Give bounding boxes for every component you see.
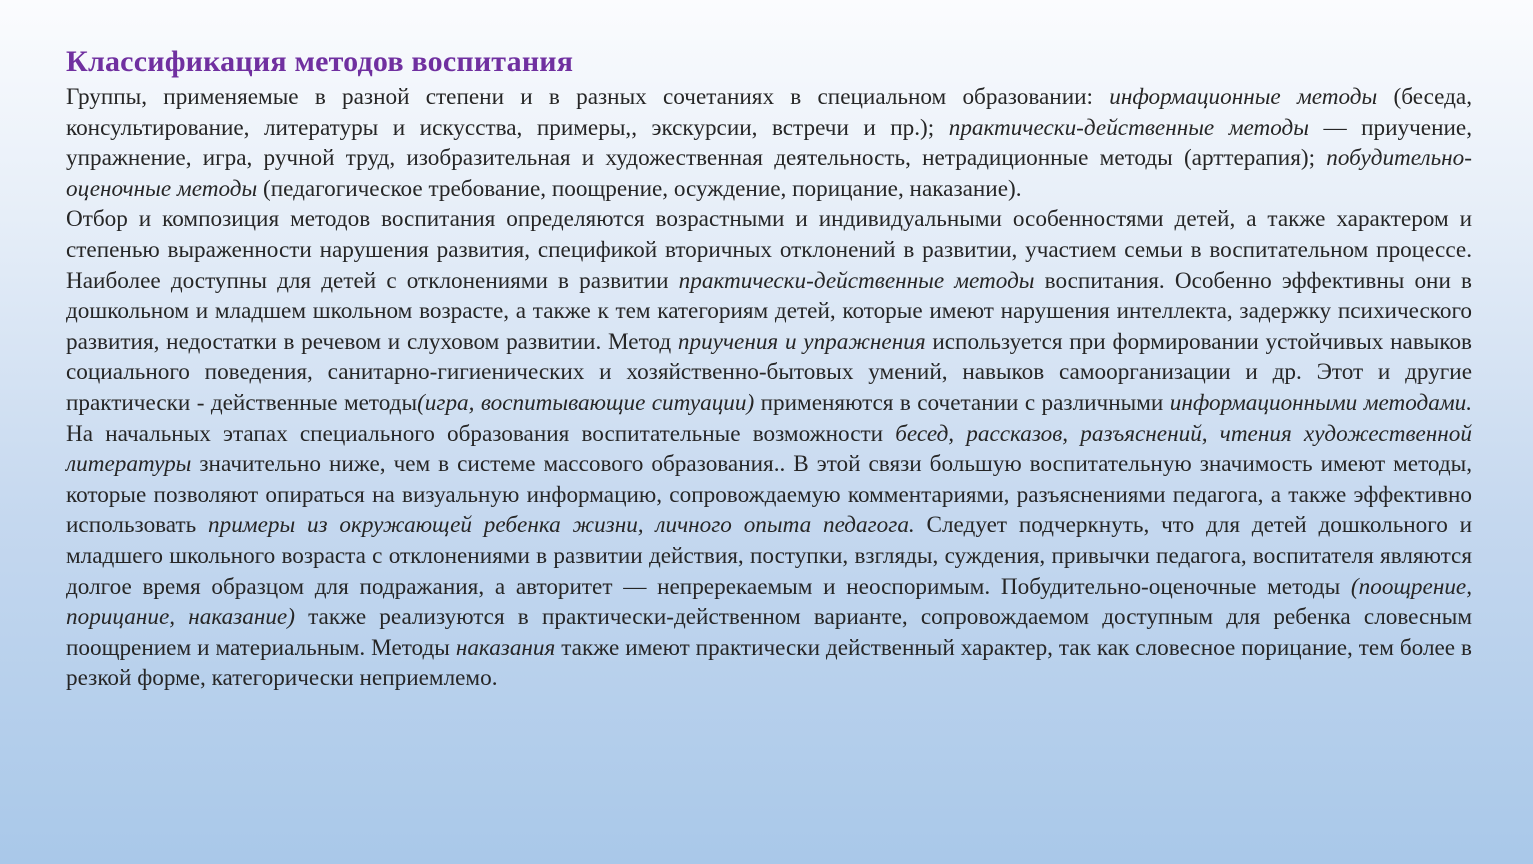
text-span: также имеют практически действенный характер, так как словесное порицание, тем более в резкой форме, категорически неприемлемо. [66, 634, 1472, 692]
italic-term: бесед, рассказов, разъяснений, чтения художественной литературы [66, 420, 1472, 478]
paragraph-method-selection [66, 204, 1472, 694]
text-span: (педагогическое требование, поощрение, осуждение, порицание, наказание). [257, 175, 1022, 202]
italic-term: информационные методы [1109, 84, 1378, 110]
italic-term: практически-действенные методы [948, 114, 1309, 141]
italic-term: побудительно-оценочные методы [66, 145, 1472, 202]
text-span: Следует подчеркнуть, что для детей дошкольного и младшего школьного возраста с отклонениями в развитии действия, поступки, взгляды, суждения, привычки педагога, воспитателя являются долгое время образцом для подражания, а авторитет — непререкаемым и неоспоримым. Побудительно-оценочные методы [66, 512, 1473, 600]
text-span: применяются в сочетании с различными [754, 389, 1170, 416]
text-span: Группы, применяемые в разной степени и в разных сочетаниях в специальном образовании: [66, 84, 1110, 110]
italic-term: (игра, воспитывающие ситуации) [417, 389, 755, 416]
italic-term: практически-действенные методы [678, 267, 1035, 294]
italic-term: приучения и упражнения [677, 328, 926, 355]
italic-term: наказания [455, 634, 556, 661]
text-span: используется при формировании устойчивых навыков социального поведения, санитарно-гигиенических и хозяйственно-бытовых умений, навыков самоорганизации и др. Этот и другие практически - действенные методы [66, 328, 1472, 416]
paragraph-method-groups [66, 82, 1472, 204]
text-span: также реализуются в практически-действенном варианте, сопровождаемом доступным для ребенка словесным поощрением и материальным. Методы [66, 604, 1472, 661]
text-span: (беседа, консультирование, литературы и искусства, примеры,, экскурсии, встречи и пр.); [66, 84, 1473, 141]
italic-term: информационными методами. [1169, 389, 1473, 416]
italic-term: (поощрение, порицание, наказание) [66, 573, 1472, 631]
text-span: — приучение, упражнение, игра, ручной труд, изобразительная и художественная деятельность, нетрадиционные методы (арттерапия); [66, 114, 1473, 172]
text-span: Отбор и композиция методов воспитания определяются возрастными и индивидуальными особенностями детей, а также характером и степенью выраженности нарушения развития, спецификой вторичных отклонений в развитии, участием семьи в воспитательном процессе. Наиболее доступны для детей с отклонениями в развитии [66, 206, 1472, 294]
text-span: На начальных этапах специального образования воспитательные возможности [66, 420, 896, 447]
text-span: значительно ниже, чем в системе массового образования.. В этой связи большую воспитательную значимость имеют методы, которые позволяют опираться на визуальную информацию, сопровождаемую комментариями, разъяснениями педагога, а также эффективно использовать [66, 451, 1472, 539]
slide-title: Классификация методов воспитания [66, 45, 574, 78]
italic-term: примеры из окружающей ребенка жизни, личного опыта педагога. [208, 512, 915, 539]
text-span: воспитания. Особенно эффективны они в дошкольном и младшем школьном возрасте, а также к тем категориям детей, которые имеют нарушения интеллекта, задержку психического развития, недостатки в речевом и слуховом развитии. Метод [66, 267, 1472, 355]
slide-content [66, 44, 1472, 694]
